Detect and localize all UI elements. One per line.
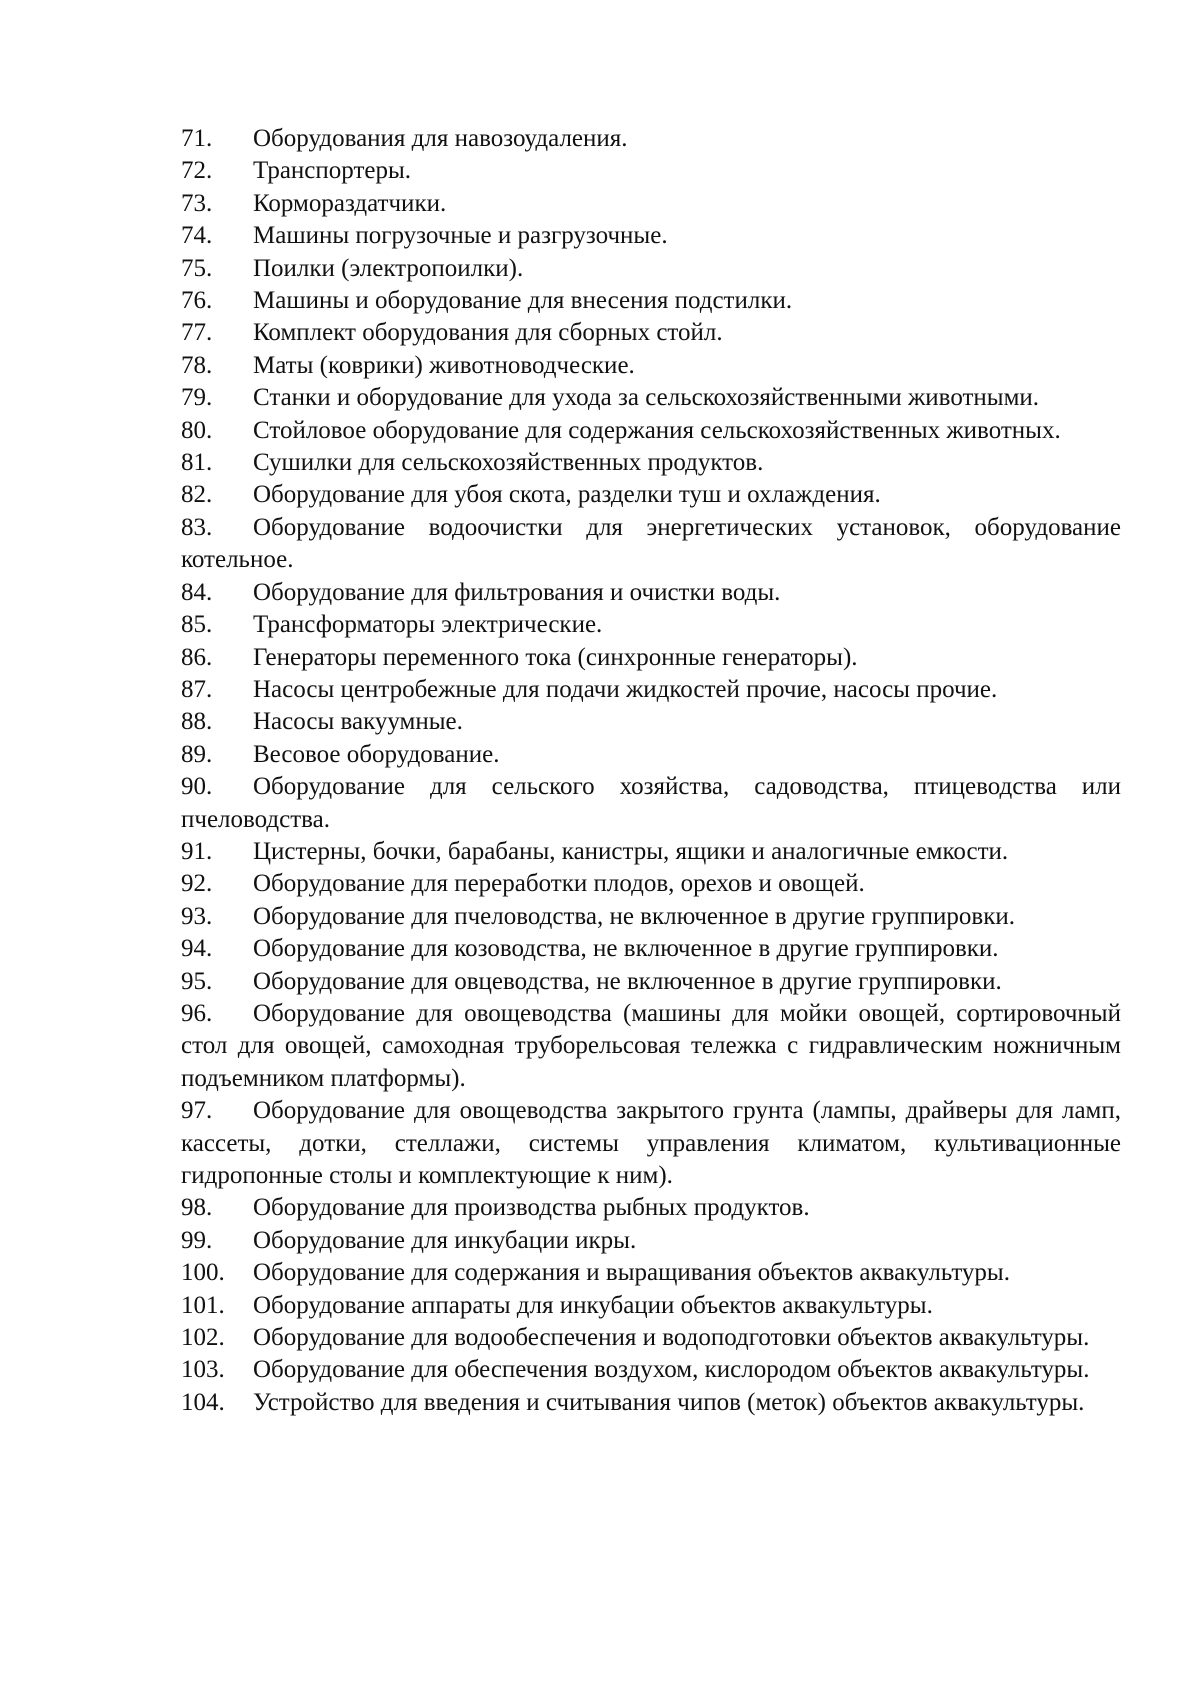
item-number: 98.: [181, 1194, 213, 1222]
item-number: 76.: [181, 287, 213, 315]
item-text: Генераторы переменного тока (синхронные генераторы).: [253, 643, 858, 671]
list-item: [181, 998, 1121, 1095]
item-text: Оборудование для обеспечения воздухом, кислородом объектов аквакультуры.: [253, 1356, 1090, 1384]
item-number: 79.: [181, 384, 213, 412]
item-text: Устройство для введения и считывания чипов (меток) объектов аквакультуры.: [253, 1388, 1085, 1416]
list-item: [181, 253, 1121, 285]
item-text: Оборудование водоочистки для энергетических установок, оборудование котельное.: [181, 513, 1121, 574]
list-item: [181, 771, 1121, 836]
item-text: Оборудование для сельского хозяйства, садоводства, птицеводства или пчеловодства.: [181, 773, 1121, 833]
list-item: [181, 966, 1121, 998]
list-item: [181, 447, 1121, 479]
list-item: [181, 350, 1121, 382]
item-text: Оборудование для овощеводства (машины для мойки овощей, сортировочный стол для овощей, самоходная трубоpельсовая тележка с гидравлическим ножничным подъемником платформы).: [181, 999, 1121, 1092]
list-item: [181, 479, 1121, 511]
item-text: Машины и оборудование для внесения подстилки.: [253, 287, 793, 315]
item-text: Насосы центробежные для подачи жидкостей прочие, насосы прочие.: [253, 675, 998, 703]
item-number: 88.: [181, 708, 213, 736]
item-number: 84.: [181, 578, 213, 606]
item-text: Оборудование для пчеловодства, не включенное в другие группировки.: [253, 902, 1015, 930]
item-number: 73.: [181, 189, 213, 217]
item-number: 78.: [181, 351, 213, 379]
item-text: Оборудование для фильтрования и очистки воды.: [253, 578, 781, 606]
list-item: [181, 1192, 1121, 1224]
item-number: 80.: [181, 416, 213, 444]
list-item: [181, 1290, 1121, 1322]
item-text: Оборудование для производства рыбных продуктов.: [253, 1194, 810, 1222]
list-item: [181, 1095, 1121, 1192]
item-number: 96.: [181, 999, 213, 1027]
list-item: [181, 868, 1121, 900]
item-number: 89.: [181, 740, 213, 768]
item-text: Машины погрузочные и разгрузочные.: [253, 222, 668, 250]
item-number: 104.: [181, 1388, 225, 1416]
item-number: 75.: [181, 254, 213, 282]
list-item: [181, 933, 1121, 965]
item-text: Оборудование для овцеводства, не включенное в другие группировки.: [253, 967, 1002, 995]
item-number: 103.: [181, 1356, 225, 1384]
list-item: [181, 188, 1121, 220]
list-item: [181, 642, 1121, 674]
list-item: [181, 1225, 1121, 1257]
item-number: 81.: [181, 449, 213, 477]
item-text: Сушилки для сельскохозяйственных продуктов.: [253, 449, 764, 477]
item-number: 100.: [181, 1259, 225, 1287]
item-text: Оборудование для содержания и выращивания объектов аквакультуры.: [253, 1259, 1010, 1287]
list-item: [181, 220, 1121, 252]
item-number: 83.: [181, 513, 213, 541]
list-item: [181, 512, 1121, 577]
item-number: 99.: [181, 1226, 213, 1254]
list-item: [181, 706, 1121, 738]
item-number: 77.: [181, 319, 213, 347]
item-text: Цистерны, бочки, барабаны, канистры, ящики и аналогичные емкости.: [253, 837, 1009, 865]
item-number: 82.: [181, 481, 213, 509]
list-item: [181, 739, 1121, 771]
item-text: Оборудование для козоводства, не включенное в другие группировки.: [253, 935, 999, 963]
list-item: [181, 285, 1121, 317]
list-item: [181, 674, 1121, 706]
item-number: 97.: [181, 1097, 213, 1125]
list-item: [181, 609, 1121, 641]
item-text: Оборудование аппараты для инкубации объектов аквакультуры.: [253, 1291, 933, 1319]
list-item: [181, 577, 1121, 609]
list-item: [181, 123, 1121, 155]
item-text: Станки и оборудование для ухода за сельскохозяйственными животными.: [253, 384, 1040, 412]
item-number: 86.: [181, 643, 213, 671]
list-item: [181, 901, 1121, 933]
item-number: 91.: [181, 837, 213, 865]
item-number: 72.: [181, 157, 213, 185]
item-number: 85.: [181, 611, 213, 639]
list-item: [181, 1354, 1121, 1386]
item-text: Оборудование для инкубации икры.: [253, 1226, 637, 1254]
item-number: 74.: [181, 222, 213, 250]
item-text: Кормораздатчики.: [253, 189, 447, 217]
item-text: Насосы вакуумные.: [253, 708, 463, 736]
list-item: [181, 1257, 1121, 1289]
item-text: Поилки (электропоилки).: [253, 254, 524, 282]
list-item: [181, 382, 1121, 414]
item-text: Стойловое оборудование для содержания сельскохозяйственных животных.: [253, 416, 1061, 444]
item-text: Оборудования для навозоудаления.: [253, 125, 628, 152]
list-item: [181, 415, 1121, 447]
item-number: 101.: [181, 1291, 225, 1319]
item-text: Оборудование для водообеспечения и водоподготовки объектов аквакультуры.: [253, 1324, 1090, 1352]
item-number: 94.: [181, 935, 213, 963]
item-text: Комплект оборудования для сборных стойл.: [253, 319, 723, 347]
item-text: Оборудование для убоя скота, разделки туш и охлаждения.: [253, 481, 881, 509]
document-page: [181, 123, 1121, 1419]
item-text: Маты (коврики) животноводческие.: [253, 351, 635, 379]
item-number: 71.: [181, 125, 213, 152]
list-item: [181, 836, 1121, 868]
list-item: [181, 155, 1121, 187]
item-text: Транспортеры.: [253, 157, 412, 185]
item-number: 87.: [181, 675, 213, 703]
item-number: 95.: [181, 967, 213, 995]
item-text: Весовое оборудование.: [253, 740, 500, 768]
item-text: Оборудование для овощеводства закрытого грунта (лампы, драйверы для ламп, кассеты, дотки, стеллажи, системы управления климатом, культивационные гидропонные столы и комплектующие к ним).: [181, 1097, 1121, 1189]
item-text: Оборудование для переработки плодов, орехов и овощей.: [253, 870, 865, 898]
list-item: [181, 1387, 1121, 1419]
list-item: [181, 1322, 1121, 1354]
item-text: Трансформаторы электрические.: [253, 611, 603, 639]
list-item: [181, 317, 1121, 349]
item-number: 92.: [181, 870, 213, 898]
item-number: 90.: [181, 773, 213, 801]
item-number: 102.: [181, 1324, 225, 1352]
item-number: 93.: [181, 902, 213, 930]
